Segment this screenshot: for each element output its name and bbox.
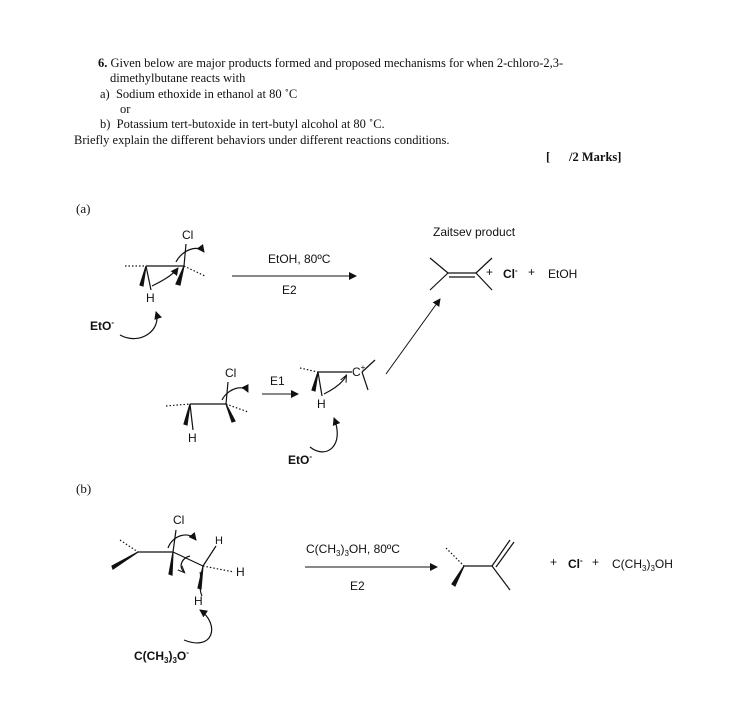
scheme-a-e1-to-product-arrow xyxy=(386,299,440,374)
scheme-b-product-alkene xyxy=(446,540,514,590)
scheme-a-product-title: Zaitsev product xyxy=(433,225,516,239)
scheme-a-plus-2: + xyxy=(528,265,536,279)
scheme-b-plus-1: + xyxy=(550,555,558,569)
scheme-a-carbocation-c: C+ xyxy=(352,363,366,379)
scheme-a-h: H xyxy=(146,291,155,305)
scheme-b-mechanism: E2 xyxy=(350,579,365,593)
scheme-b-label: (b) xyxy=(76,481,92,496)
scheme-a-label: (a) xyxy=(76,201,91,216)
scheme-a-solvent: EtOH xyxy=(548,267,578,281)
marks: /2 Marks] xyxy=(569,150,622,164)
scheme-a-cl: Cl xyxy=(182,228,194,242)
scheme-a-e1-label: E1 xyxy=(270,374,285,388)
option-b-text: Potassium tert-butoxide in tert-butyl alcohol at 80 ˚C. xyxy=(116,117,385,131)
option-b-label: b) xyxy=(100,117,111,131)
question-line-2: dimethylbutane reacts with xyxy=(110,71,246,85)
marks-open: [ xyxy=(546,150,551,164)
scheme-a-h-2: H xyxy=(188,431,197,445)
question-number: 6. xyxy=(98,56,108,70)
scheme-b-h-3: H xyxy=(194,594,203,608)
option-a-label: a) xyxy=(100,87,110,101)
scheme-a-base-2: EtO- xyxy=(288,452,313,467)
scheme-a-chloride: Cl- xyxy=(503,266,518,281)
scheme-a-reactant-1 xyxy=(120,244,205,339)
scheme-a-cl-2: Cl xyxy=(225,366,237,380)
scheme-a-mechanism: E2 xyxy=(282,283,297,297)
scheme-a-base: EtO- xyxy=(90,318,115,333)
scheme-b-conditions: $C(CH_3)_3OH$, 80ºC xyxy=(306,542,400,558)
scheme-a-carbocation xyxy=(300,360,375,452)
scheme-a-reactant-2 xyxy=(166,382,248,430)
scheme-b-h-1: H xyxy=(215,535,223,547)
question-intro: Given below are major products formed and proposed mechanisms for when 2-chloro-2,3- xyxy=(110,56,564,70)
scheme-b-solvent: $C(CH_3)_3OH$ xyxy=(612,557,673,573)
scheme-b-plus-2: + xyxy=(592,555,600,569)
scheme-a-conditions: EtOH, 80ºC xyxy=(268,252,331,266)
instruction: Briefly explain the different behaviors under different reactions conditions. xyxy=(74,133,450,147)
scheme-a-product-alkene xyxy=(430,258,492,290)
option-a-text: Sodium ethoxide in ethanol at 80 ˚C xyxy=(115,87,298,101)
option-or: or xyxy=(120,102,131,116)
scheme-b-base: $C(CH_3)_3O^-$ xyxy=(134,648,189,665)
scheme-a-plus-1: + xyxy=(486,265,494,279)
scheme-b-h-2: H xyxy=(236,565,245,579)
scheme-b-cl: Cl xyxy=(173,513,185,527)
scheme-b-chloride: Cl- xyxy=(568,556,583,571)
scheme-a-h-3: H xyxy=(317,397,326,411)
